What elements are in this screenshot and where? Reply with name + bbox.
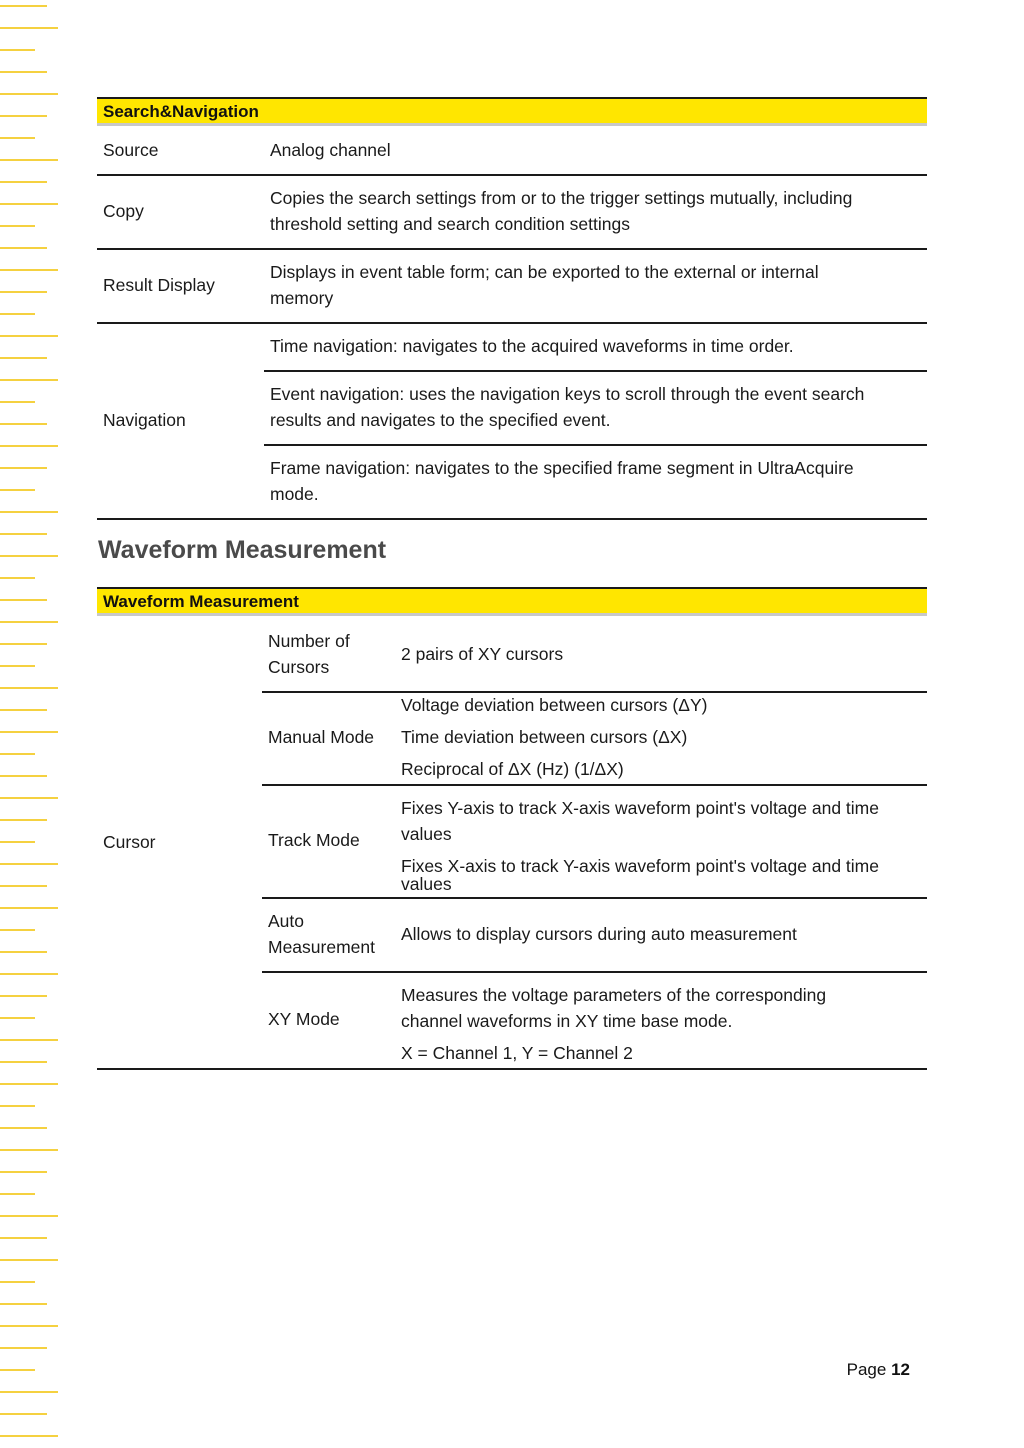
page-number [847,1360,910,1380]
row-label-result-display: Result Display [103,275,215,295]
row-value-auto-measurement: Allows to display cursors during auto measurement [401,924,797,944]
row-label-auto-measurement-line2: Measurement [268,937,375,957]
row-label-source: Source [103,140,159,160]
row-label-number-of-cursors-line2: Cursors [268,657,330,677]
row-value-track-line4: values [401,874,452,894]
section-title: Waveform Measurement [98,536,387,564]
row-label-auto-measurement-line1: Auto [268,911,304,931]
table-header [97,587,927,616]
navigation-item-frame-line1: Frame navigation: navigates to the specified frame segment in UltraAcquire [270,458,854,478]
group-label-cursor: Cursor [103,832,156,852]
page-label: Page [846,1360,887,1379]
navigation-item-event-line1: Event navigation: uses the navigation keys to scroll through the event search [270,384,865,404]
row-value-number-of-cursors: 2 pairs of XY cursors [401,644,564,664]
row-divider [97,322,927,324]
row-value-manual-line2: Time deviation between cursors (ΔX) [401,727,688,747]
subrow-divider [264,370,927,372]
page-number-value: 12 [891,1360,910,1379]
row-value-manual-line3: Reciprocal of ΔX (Hz) (1/ΔX) [401,759,624,779]
row-value-xy-line1: Measures the voltage parameters of the corresponding [401,985,827,1005]
row-value-copy-line1: Copies the search settings from or to the trigger settings mutually, including [270,188,853,208]
row-label-track-mode: Track Mode [268,830,360,850]
margin-rule-decoration [0,0,62,1448]
table-bottom-rule [97,518,927,520]
row-label-manual-mode: Manual Mode [268,727,375,747]
row-divider [97,248,927,250]
row-value-copy-line2: threshold setting and search condition settings [270,214,630,234]
row-label-xy-mode: XY Mode [268,1009,340,1029]
row-divider [97,174,927,176]
subrow-divider [262,897,927,899]
subrow-divider [264,444,927,446]
navigation-item-event-line2: results and navigates to the specified event. [270,410,611,430]
navigation-item-time: Time navigation: navigates to the acquired waveforms in time order. [270,336,794,356]
row-value-track-line3: Fixes X-axis to track Y-axis waveform point's voltage and time [401,856,879,876]
row-label-copy: Copy [103,201,144,221]
waveform-measurement-table [97,587,927,1071]
row-value-result-line2: memory [270,288,334,308]
table-bottom-rule [97,1068,927,1070]
row-value-track-line2: values [401,824,452,844]
row-value-manual-line1: Voltage deviation between cursors (ΔY) [401,695,708,715]
row-value-track-line1: Fixes Y-axis to track X-axis waveform point's voltage and time [401,798,879,818]
row-value-source: Analog channel [270,140,391,160]
row-label-navigation: Navigation [103,410,186,430]
row-value-xy-line2: channel waveforms in XY time base mode. [401,1011,733,1031]
search-navigation-table [97,97,927,521]
table-header-label: Search&Navigation [103,102,259,121]
row-value-result-line1: Displays in event table form; can be exported to the external or internal [270,262,819,282]
table-header-label: Waveform Measurement [103,592,299,611]
row-label-number-of-cursors-line1: Number of [268,631,350,651]
navigation-item-frame-line2: mode. [270,484,319,504]
table-header [97,97,927,126]
subrow-divider [262,784,927,786]
row-value-xy-line3: X = Channel 1, Y = Channel 2 [401,1043,633,1063]
subrow-divider [262,971,927,973]
